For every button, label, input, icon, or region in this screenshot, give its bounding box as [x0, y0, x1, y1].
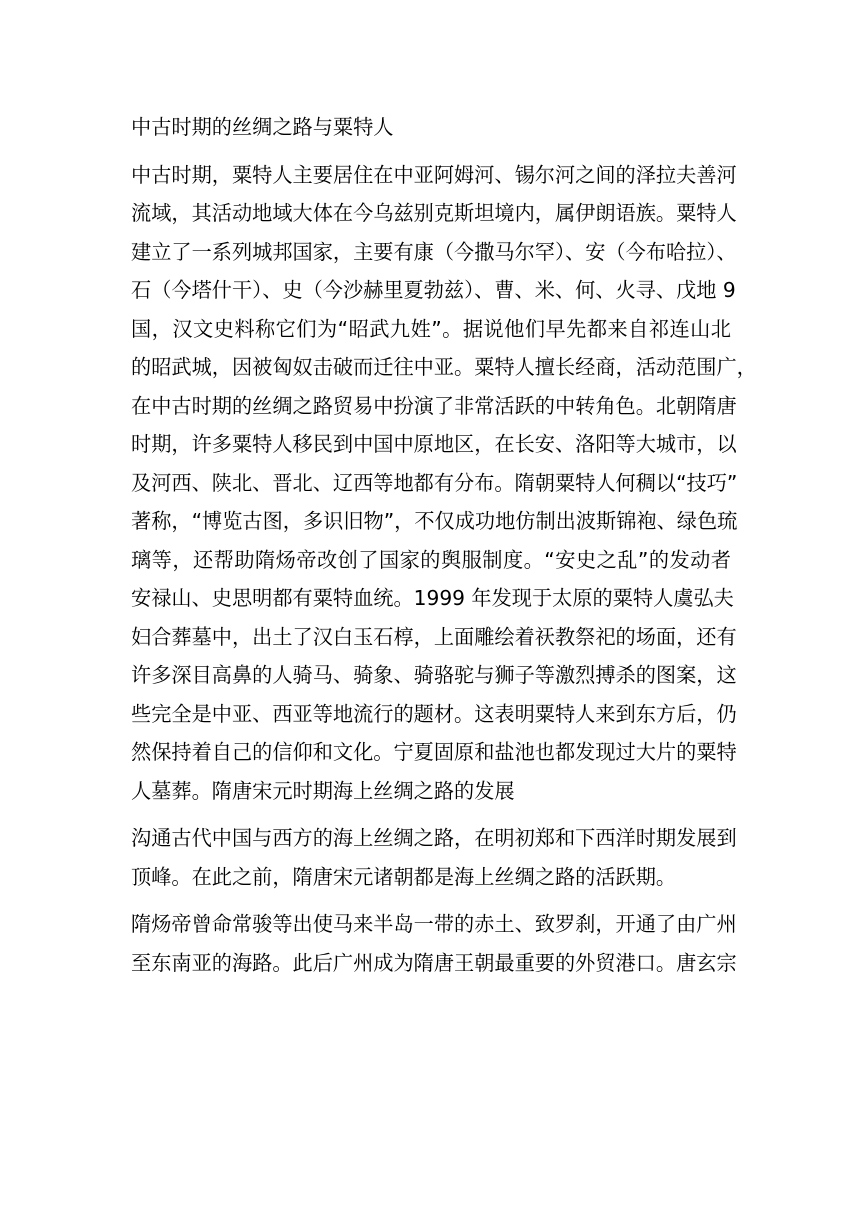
text-line: 时期，许多粟特人移民到中国中原地区，在长安、洛阳等大城市，以	[131, 432, 737, 456]
text-line: 些完全是中亚、西亚等地流行的题材。这表明粟特人来到东方后，仍	[131, 701, 737, 726]
paragraph-gap	[131, 896, 731, 905]
text-line: 国，汉文史料称它们为“昭武九姓”。据说他们早先都来自祁连山北	[131, 316, 731, 341]
text-line: 的昭武城，因被匈奴击破而迁往中亚。粟特人擅长经商，活动范围广，	[131, 355, 757, 379]
text-line: 许多深目高鼻的人骑马、骑象、骑骆驼与狮子等激烈搏杀的图案，这	[131, 663, 737, 687]
paragraph-3	[131, 905, 737, 982]
text-line: 璃等，还帮助隋炀帝改创了国家的舆服制度。“安史之乱”的发动者	[131, 547, 731, 572]
paragraph-gap	[131, 147, 731, 156]
text-line: 至东南亚的海路。此后广州成为隋唐王朝最重要的外贸港口。唐玄宗	[131, 950, 737, 975]
text-line: 沟通古代中国与西方的海上丝绸之路，在明初郑和下西洋时期发展到	[131, 826, 737, 850]
text-line: 安禄山、史思明都有粟特血统。1999 年发现于太原的粟特人虞弘夫	[131, 586, 734, 610]
text-line: 然保持着自己的信仰和文化。宁夏固原和盐池也都发现过大片的粟特	[131, 740, 737, 764]
text-line: 流域，其活动地域大体在今乌兹别克斯坦境内，属伊朗语族。粟特人	[131, 201, 737, 225]
text-line: 在中古时期的丝绸之路贸易中扮演了非常活跃的中转角色。北朝隋唐	[131, 393, 737, 418]
paragraph-1	[131, 156, 757, 811]
document-title: 中古时期的丝绸之路与粟特人	[131, 115, 394, 139]
text-line: 著称，“博览古图，多识旧物”，不仅成功地仿制出波斯锦袍、绿色琉	[131, 509, 738, 533]
text-line: 及河西、陕北、晋北、辽西等地都有分布。隋朝粟特人何稠以“技巧”	[131, 470, 738, 495]
paragraph-gap	[131, 810, 731, 819]
text-line: 顶峰。在此之前，隋唐宋元诸朝都是海上丝绸之路的活跃期。	[131, 864, 677, 889]
text-line: 人墓葬。隋唐宋元时期海上丝绸之路的发展	[131, 778, 515, 803]
text-line: 妇合葬墓中，出土了汉白玉石椁，上面雕绘着祆教祭祀的场面，还有	[131, 624, 737, 649]
document-page	[131, 108, 757, 982]
text-line: 石（今塔什干）、史（今沙赫里夏勃兹）、曹、米、何、火寻、戊地 9	[131, 278, 736, 302]
paragraph-2	[131, 819, 737, 896]
text-line: 隋炀帝曾命常骏等出使马来半岛一带的赤土、致罗刹，开通了由广州	[131, 912, 737, 936]
text-line: 建立了一系列城邦国家，主要有康（今撒马尔罕）、安（今布哈拉）、	[131, 239, 737, 264]
text-line: 中古时期，粟特人主要居住在中亚阿姆河、锡尔河之间的泽拉夫善河	[131, 162, 737, 187]
